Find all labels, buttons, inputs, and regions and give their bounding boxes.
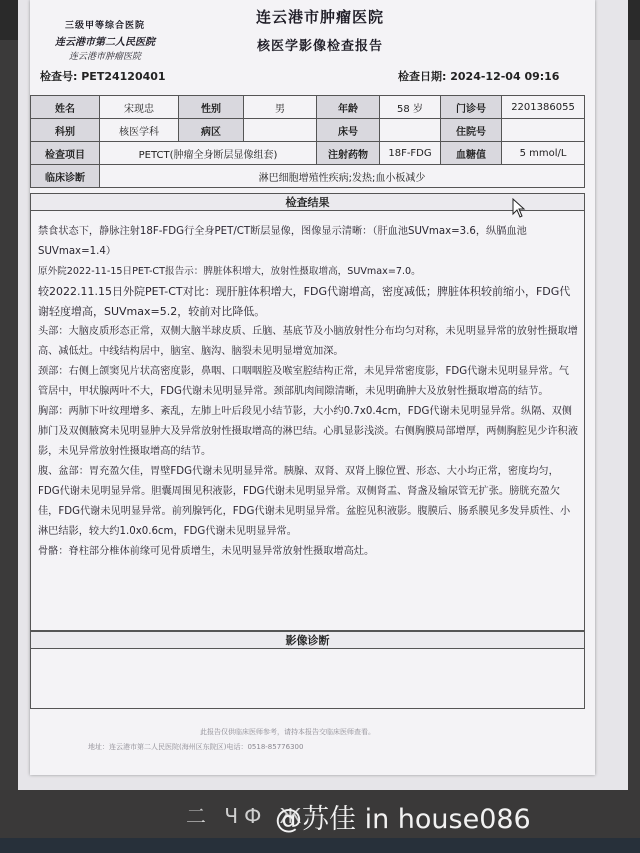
item-value: PETCT(肿瘤全身断层显像组套) (100, 142, 317, 165)
glucose-label: 血糖值 (441, 142, 502, 165)
exam-number (40, 68, 166, 84)
logo-grade: 三级甲等综合医院 (64, 21, 145, 31)
results-paragraph: 头部：大脑皮质形态正常，双侧大脑半球皮质、丘脑、基底节及小脑放射性分布均匀对称，未见明显异常的放射性摄取增高、减低灶。中线结构居中，脑室、脑沟、脑裂未见明显增宽加深。 (38, 326, 578, 357)
name-value: 宋现忠 (100, 96, 179, 119)
age-value: 58 岁 (380, 96, 441, 119)
bed-value (380, 119, 441, 142)
drug-value: 18F-FDG (380, 142, 441, 165)
ward-value (244, 119, 317, 142)
footer-address: 地址：连云港市第二人民医院(海州区东院区)电话：0518-85776300 (88, 743, 304, 751)
results-paragraph: 胸部：两肺下叶纹理增多、紊乱，左肺上叶后段见小结节影，大小约0.7x0.4cm，FDG代谢未见明显异常。纵隔、双侧肺门及双侧腋窝未见明显肿大及异常放射性摄取增高的淋巴结。心肌显影浅淡。右侧胸膜局部增厚，两侧胸腔见少许积液影，未见异常放射性摄取增高的结节。 (38, 406, 578, 457)
sex-label: 性别 (179, 96, 244, 119)
age-label: 年龄 (317, 96, 380, 119)
diagnosis-box (30, 649, 585, 709)
inpatient-value (502, 119, 585, 142)
results-paragraph: 骨骼：脊柱部分椎体前缘可见骨质增生，未见明显异常放射性摄取增高灶。 (38, 546, 375, 557)
patient-info-table (30, 95, 585, 188)
glucose-value: 5 mmol/L (502, 142, 585, 165)
report-title (200, 6, 440, 54)
taskbar (0, 838, 640, 853)
inpatient-label: 住院号 (441, 119, 502, 142)
drug-label: 注射药物 (317, 142, 380, 165)
diagnosis-label: 临床诊断 (31, 165, 100, 188)
results-heading: 检查结果 (30, 193, 585, 211)
report-type-title: 核医学影像检查报告 (256, 39, 383, 54)
hospital-title: 连云港市肿瘤医院 (255, 8, 384, 26)
dept-value: 核医学科 (100, 119, 179, 142)
exam-date-value: 2024-12-04 09:16 (450, 70, 560, 83)
diagnosis-heading: 影像诊断 (30, 631, 585, 649)
item-label: 检查项目 (31, 142, 100, 165)
mouse-pointer-icon (512, 198, 526, 218)
dept-label: 科别 (31, 119, 100, 142)
bezel-label: 二 ЧФ Ж (186, 804, 308, 828)
exam-number-label: 检查号: (40, 70, 78, 83)
results-paragraph: 腹、盆部：胃充盈欠佳，胃壁FDG代谢未见明显异常。胰腺、双肾、双肾上腺位置、形态、大小均正常，密度均匀，FDG代谢未见明显异常。胆囊周围见积液影，FDG代谢未见明显异常。双侧肾盂、肾盏及输尿管无扩张。膀胱充盈欠佳，FDG代谢未见明显异常。前列腺钙化，FDG代谢未见明显异常。盆腔见积液影。腹膜后、肠系膜见多发异质性、小淋巴结影，较大约1.0x0.6cm，FDG代谢未见明显异常。 (38, 466, 571, 537)
results-text (38, 222, 578, 562)
exam-date-label: 检查日期: (398, 70, 447, 83)
results-paragraph: 禁食状态下，静脉注射18F-FDG行全身PET/CT断层显像，图像显示清晰：（肝血池SUVmax=3.6，纵膈血池SUVmax=1.4） (38, 226, 527, 257)
results-paragraph: 颈部：右侧上颌窦见片状高密度影，鼻咽、口咽咽腔及喉室腔结构正常，未见异常密度影，FDG代谢未见明显异常。气管居中，甲状腺两叶不大，FDG代谢未见明显异常。颈部肌肉间隙清晰，未见明确肿大及放射性摄取增高的结节。 (38, 366, 569, 397)
sex-value: 男 (244, 96, 317, 119)
diagnosis-value: 淋巴细胞增殖性疾病;发热;血小板减少 (100, 165, 585, 188)
exam-number-value: PET24120401 (81, 70, 166, 83)
exam-date (398, 68, 559, 84)
ward-label: 病区 (179, 119, 244, 142)
clinic-label: 门诊号 (441, 96, 502, 119)
hospital-logo (30, 18, 180, 68)
results-paragraph: 较2022.11.15日外院PET-CT对比：现肝脏体积增大，FDG代谢增高，密度减低；脾脏体积较前缩小，FDG代谢轻度增高，SUVmax=5.2，较前对比降低。 (38, 285, 571, 318)
clinic-value: 2201386055 (502, 96, 585, 119)
watermark: @苏佳 in house086 (275, 804, 531, 835)
logo-hospital-name: 连云港市第二人民医院 (55, 37, 155, 48)
logo-hospital-alt-name: 连云港市肿瘤医院 (68, 52, 141, 62)
footer-note: 此报告仅供临床医师参考，请持本报告交临床医师查看。 (200, 728, 375, 736)
results-paragraph: 原外院2022-11-15日PET-CT报告示：脾脏体积增大，放射性摄取增高，SUVmax=7.0。 (38, 266, 421, 277)
name-label: 姓名 (31, 96, 100, 119)
bed-label: 床号 (317, 119, 380, 142)
